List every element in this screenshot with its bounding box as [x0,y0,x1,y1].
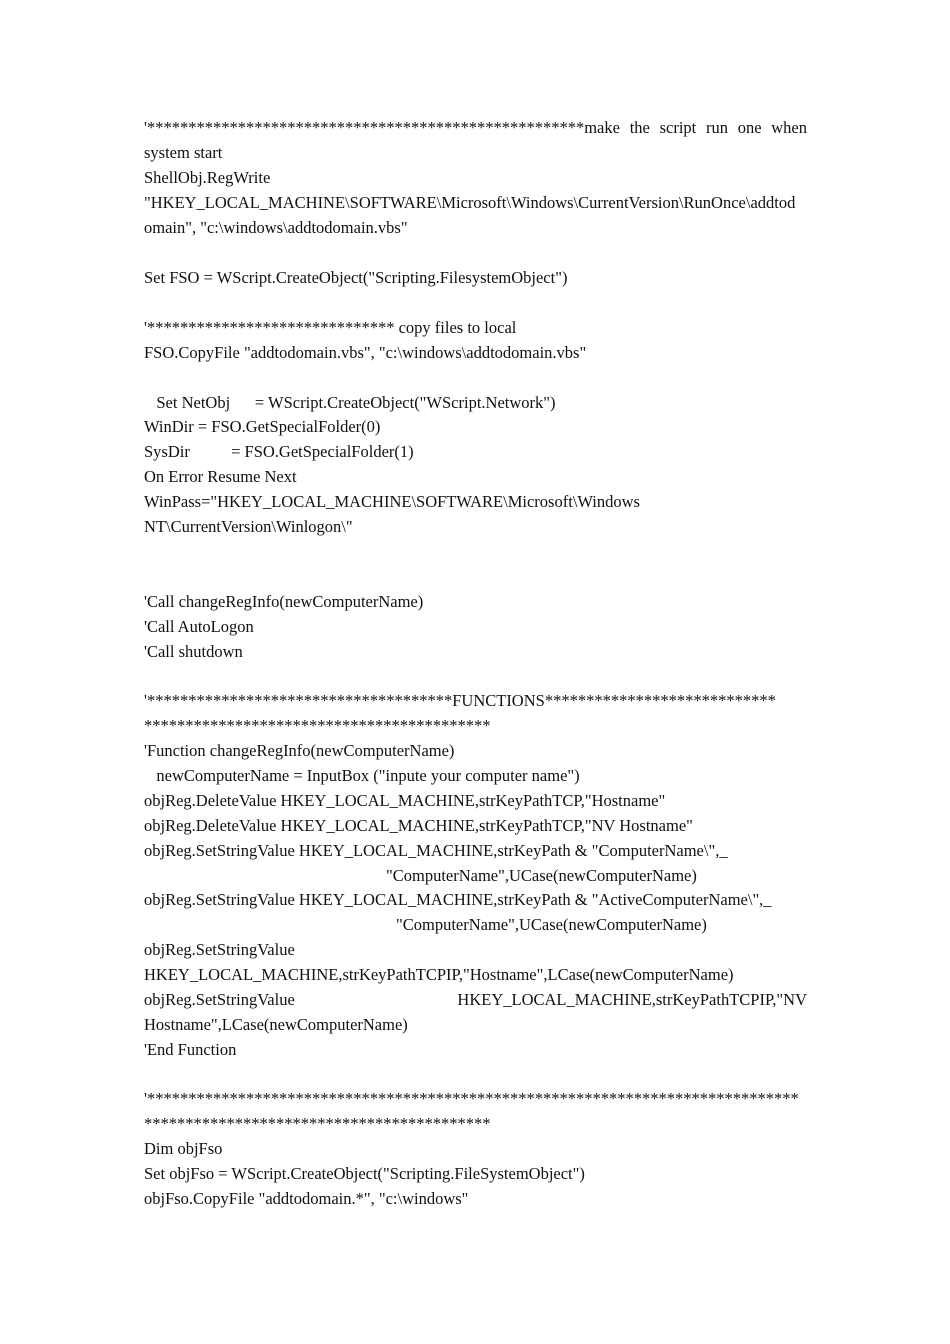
code-line: FSO.CopyFile "addtodomain.vbs", "c:\windows\addtodomain.vbs" [144,343,587,362]
comment-line: '*****************************************************make the script run one when [144,118,807,137]
code-line: Set objFso = WScript.CreateObject("Scripting.FileSystemObject") [144,1164,585,1183]
code-line: objReg.SetStringValue HKEY_LOCAL_MACHINE,strKeyPathTCPIP,"NV [144,990,807,1009]
code-line: "HKEY_LOCAL_MACHINE\SOFTWARE\Microsoft\Windows\CurrentVersion\RunOnce\addtod [144,193,796,212]
code-line: WinDir = FSO.GetSpecialFolder(0) [144,417,381,436]
code-line: NT\CurrentVersion\Winlogon\" [144,517,353,536]
code-line: objReg.SetStringValue [144,940,295,959]
code-line: HKEY_LOCAL_MACHINE,strKeyPathTCPIP,"Hostname",LCase(newComputerName) [144,965,734,984]
section-divider: '******************************************************************************* [144,1089,799,1108]
code-line: objReg.SetStringValue HKEY_LOCAL_MACHINE,strKeyPath & "ActiveComputerName\",_ [144,890,772,909]
comment-line: 'Call shutdown [144,642,243,661]
code-line: On Error Resume Next [144,467,297,486]
code-line: "ComputerName",UCase(newComputerName) [396,915,707,934]
code-line: ShellObj.RegWrite [144,168,271,187]
code-line: omain", "c:\windows\addtodomain.vbs" [144,218,408,237]
comment-line: 'Function changeRegInfo(newComputerName) [144,741,455,760]
comment-line: 'End Function [144,1040,237,1059]
code-line: Hostname",LCase(newComputerName) [144,1015,408,1034]
code-line: SysDir = FSO.GetSpecialFolder(1) [144,442,414,461]
section-divider: '*************************************FUNCTIONS**************************** [144,691,776,710]
section-divider: ****************************************** [144,1114,491,1133]
code-line: objReg.SetStringValue HKEY_LOCAL_MACHINE,strKeyPath & "ComputerName\",_ [144,841,728,860]
code-line: "ComputerName",UCase(newComputerName) [386,866,697,885]
comment-line: '****************************** copy files to local [144,318,517,337]
code-line: WinPass="HKEY_LOCAL_MACHINE\SOFTWARE\Microsoft\Windows [144,492,640,511]
code-line: Set FSO = WScript.CreateObject("Scripting.FilesystemObject") [144,268,568,287]
code-line: newComputerName = InputBox ("inpute your computer name") [144,766,580,785]
code-line: objReg.DeleteValue HKEY_LOCAL_MACHINE,strKeyPathTCP,"NV Hostname" [144,816,693,835]
code-line: objReg.DeleteValue HKEY_LOCAL_MACHINE,strKeyPathTCP,"Hostname" [144,791,666,810]
code-line: Set NetObj = WScript.CreateObject("WScript.Network") [144,393,556,412]
text-line: system start [144,143,223,162]
code-line: objFso.CopyFile "addtodomain.*", "c:\windows" [144,1189,469,1208]
comment-line: 'Call changeRegInfo(newComputerName) [144,592,424,611]
comment-line: 'Call AutoLogon [144,617,254,636]
code-line: Dim objFso [144,1139,223,1158]
section-divider: ****************************************** [144,716,491,735]
